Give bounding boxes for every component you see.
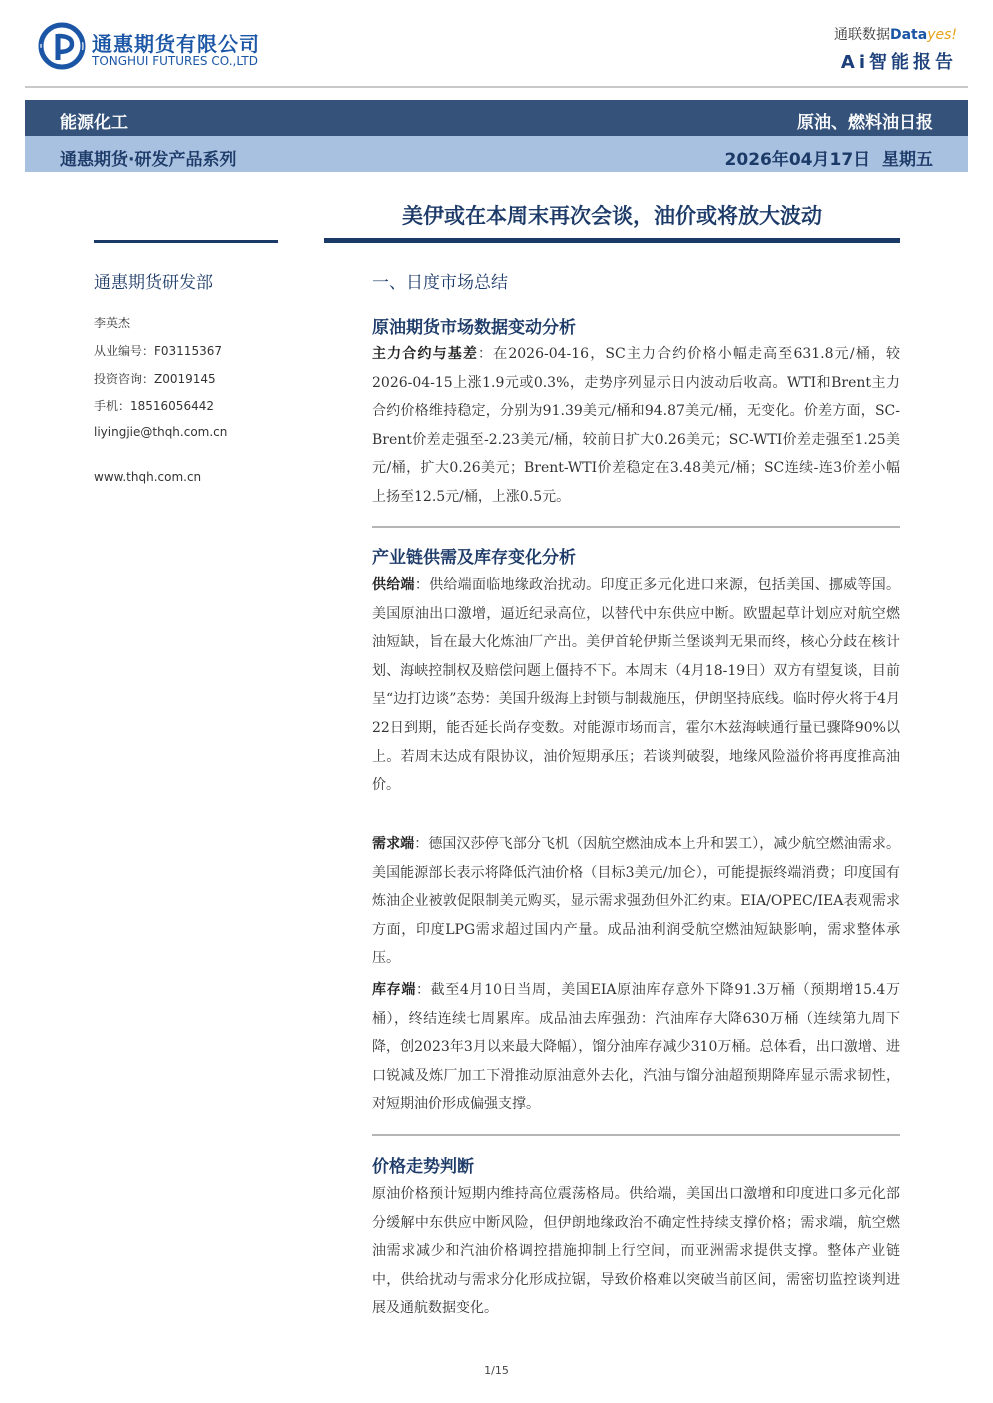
phone-number: 手机：18516056442 xyxy=(94,399,214,413)
brand-yes: yes! xyxy=(927,27,957,43)
company-name-en: TONGHUI FUTURES CO.,LTD xyxy=(92,54,258,68)
email-link[interactable]: liyingjie@thqh.com.cn xyxy=(94,425,228,439)
report-type-label: 原油、燃料油日报 xyxy=(797,113,933,133)
sidebar-rule xyxy=(94,240,278,243)
paragraph-inventory xyxy=(372,976,900,1119)
page-number: 1/15 xyxy=(484,1364,509,1377)
brand-prefix: 通联数据 xyxy=(833,27,890,43)
paragraph-text: ：德国汉莎停飞部分飞机（因航空燃油成本上升和罢工），减少航空燃油需求。美国能源部长表示将降低汽油价格（目标3美元/加仑），可能提振终端消费；印度国有炼油企业被敦促限制美元购买，显示需求强劲但外汇约束。EIA/OPEC/IEA表观需求方面，印度LPG需求超过国内产量。成品油利润受航空燃油短缺影响，需求整体承压。 xyxy=(372,836,901,967)
paragraph-supply xyxy=(372,571,900,800)
category-label: 能源化工 xyxy=(60,113,128,133)
subheading-price-outlook: 价格走势判断 xyxy=(372,1157,474,1177)
report-date: 2026年04月17日 星期五 xyxy=(724,150,933,170)
paragraph-label: 需求端 xyxy=(372,836,415,852)
company-name-cn: 通惠期货有限公司 xyxy=(92,32,260,56)
section-divider xyxy=(372,1134,900,1136)
paragraph-basis xyxy=(372,340,900,512)
website-link[interactable]: www.thqh.com.cn xyxy=(94,470,202,484)
company-logo-icon xyxy=(38,22,86,70)
brand-logo xyxy=(834,24,957,44)
brand-data: Data xyxy=(889,27,928,43)
paragraph-demand xyxy=(372,830,900,973)
paragraph-outlook: 原油价格预计短期内维持高位震荡格局。供给端，美国出口激增和印度进口多元化部分缓解中东供应中断风险，但伊朗地缘政治不确定性持续支撑价格；需求端，航空燃油需求减少和汽油价格调控措施抑制上行空间，而亚洲需求提供支撑。整体产业链中，供给扰动与需求分化形成拉锯，导致价格难以突破当前区间，需密切监控谈判进展及通航数据变化。 xyxy=(372,1186,900,1317)
page-title: 美伊或在本周末再次会谈，油价或将放大波动 xyxy=(402,204,822,228)
subheading-supply-chain: 产业链供需及库存变化分析 xyxy=(372,548,576,568)
series-label: 通惠期货·研发产品系列 xyxy=(60,150,237,170)
paragraph-text: ：供给端面临地缘政治扰动。印度正多元化进口来源，包括美国、挪威等国。美国原油出口激增，逼近纪录高位，以替代中东供应中断。欧盟起草计划应对航空燃油短缺，旨在最大化炼油厂产出。美伊首轮伊斯兰堡谈判无果而终，核心分歧在核计划、海峡控制权及赔偿问题上僵持不下。本周末（4月18-19日）双方有望复谈，目前呈“边打边谈”态势：美国升级海上封锁与制裁施压，伊朗坚持底线。临时停火将于4月22日到期，能否延长尚存变数。对能源市场而言，霍尔木兹海峡通行量已骤降90%以上。若周末达成有限协议，油价短期承压；若谈判破裂，地缘风险溢价将再度推高油价。 xyxy=(372,577,901,794)
subheading-futures: 原油期货市场数据变动分析 xyxy=(372,318,576,338)
header-divider xyxy=(25,86,968,88)
section-heading: 一、日度市场总结 xyxy=(372,273,508,293)
section-divider xyxy=(372,526,900,528)
paragraph-label: 供给端 xyxy=(372,577,415,593)
research-dept: 通惠期货研发部 xyxy=(94,273,213,293)
consult-number: 投资咨询：Z0019145 xyxy=(94,372,216,386)
ai-report-label: Ai智能报告 xyxy=(840,52,957,73)
license-number: 从业编号：F03115367 xyxy=(94,344,222,358)
analyst-name: 李英杰 xyxy=(94,316,131,330)
title-underline xyxy=(324,238,900,243)
paragraph-text: ：在2026-04-16，SC主力合约价格小幅走高至631.8元/桶，较2026-04-15上涨1.9元或0.3%，走势序列显示日内波动后收高。WTI和Brent主力合约价格维持稳定，分别为91.39美元/桶和94.87美元/桶，无变化。价差方面，SC-Brent价差走强至-2.23美元/桶，较前日扩大0.26美元；SC-WTI价差走强至1.25美元/桶，扩大0.26美元；Brent-WTI价差稳定在3.48美元/桶；SC连续-连3价差小幅上扬至12.5元/桶，上涨0.5元。 xyxy=(372,346,900,505)
paragraph-label: 库存端 xyxy=(372,982,416,998)
paragraph-label: 主力合约与基差 xyxy=(372,346,479,362)
paragraph-text: ：截至4月10日当周，美国EIA原油库存意外下降91.3万桶（预期增15.4万桶），终结连续七周累库。成品油去库强劲：汽油库存大降630万桶（连续第九周下降，创2023年3月以来最大降幅），馏分油库存减少310万桶。总体看，出口激增、进口锐减及炼厂加工下滑推动原油意外去化，汽油与馏分油超预期降库显示需求韧性，对短期油价形成偏强支撑。 xyxy=(372,982,900,1113)
